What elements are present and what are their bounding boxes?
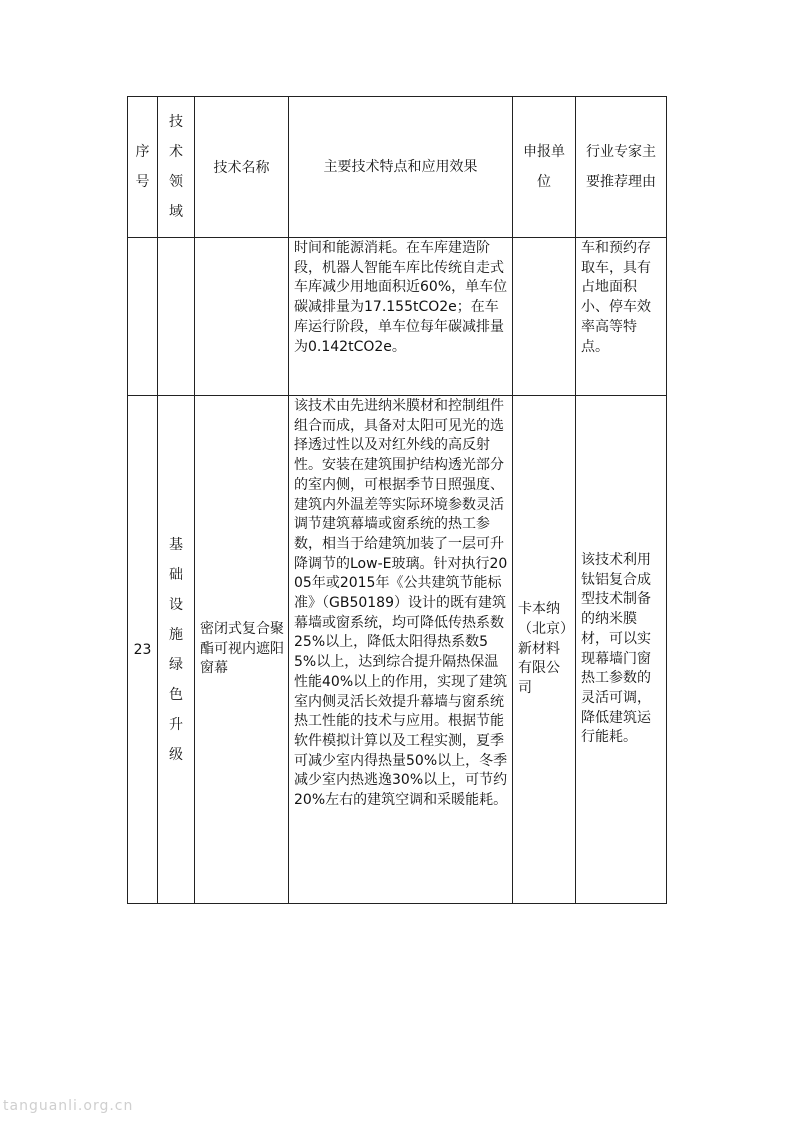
table-row (128, 396, 667, 904)
header-field: 技术领域 (158, 97, 195, 238)
cell-name: 密闭式复合聚酯可视内遮阳窗幕 (195, 396, 289, 904)
cell-field: 基础设施绿色升级 (158, 396, 195, 904)
header-main: 主要技术特点和应用效果 (289, 97, 513, 238)
header-seq: 序号 (128, 97, 158, 238)
header-org: 申报单位 (513, 97, 576, 238)
cell-name (195, 238, 289, 396)
cell-seq: 23 (128, 396, 158, 904)
cell-reason: 该技术利用钛铝复合成型技术制备的纳米膜材，可以实现幕墙门窗热工参数的灵活可调，降低建筑运行能耗。 (576, 396, 667, 904)
cell-org: 卡本纳（北京）新材料有限公司 (513, 396, 576, 904)
cell-main: 该技术由先进纳米膜材和控制组件组合而成，具备对太阳可见光的选择透过性以及对红外线的高反射性。安装在建筑围护结构透光部分的室内侧，可根据季节日照强度、建筑内外温差等实际环境参数灵活调节建筑幕墙或窗系统的热工参数，相当于给建筑加装了一层可升降调节的Low-E玻璃。针对执行2005年或2015年《公共建筑节能标准》（GB50189）设计的既有建筑幕墙或窗系统，均可降低传热系数25%以上，降低太阳得热系数55%以上，达到综合提升隔热保温性能40%以上的作用，实现了建筑室内侧灵活长效提升幕墙与窗系统热工性能的技术与应用。根据节能软件模拟计算以及工程实测，夏季可减少室内得热量50%以上，冬季减少室内热逃逸30%以上，可节约20%左右的建筑空调和采暖能耗。 (289, 396, 513, 904)
header-reason: 行业专家主要推荐理由 (576, 97, 667, 238)
technology-table (127, 96, 667, 904)
table-header-row (128, 97, 667, 238)
cell-field (158, 238, 195, 396)
site-watermark: tanguanli.org.cn (3, 1098, 134, 1114)
cell-main: 时间和能源消耗。在车库建造阶段，机器人智能车库比传统自走式车库减少用地面积近60%，单车位碳减排量为17.155tCO2e；在车库运行阶段，单车位每年碳减排量为0.142tCO2e。 (289, 238, 513, 396)
cell-seq (128, 238, 158, 396)
header-name: 技术名称 (195, 97, 289, 238)
cell-reason: 车和预约存取车，具有占地面积小、停车效率高等特点。 (576, 238, 667, 396)
cell-org (513, 238, 576, 396)
table-row (128, 238, 667, 396)
